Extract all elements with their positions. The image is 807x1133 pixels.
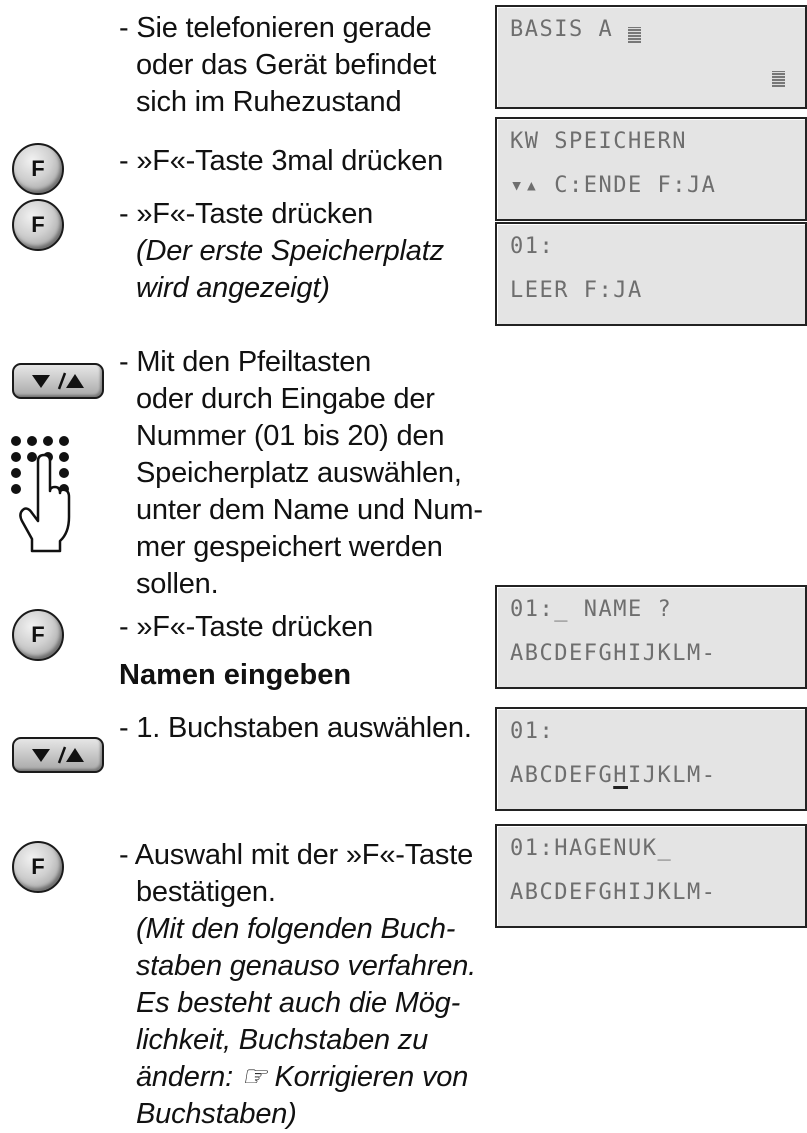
display-5-line-2 [510,763,716,788]
step-1-line-1: - Sie telefonieren gerade [119,12,432,44]
display-6 [495,824,807,928]
f-key-icon [12,609,64,661]
step-3-text [119,196,444,307]
step-4-line-5: unter dem Name und Num- [136,494,483,526]
arrow-down-up-key-icon [12,737,104,773]
display-6-line-2: ABCDEFGHIJKLM- [510,880,717,905]
display-2 [495,117,807,221]
step-7-line-1: - Auswahl mit der »F«-Taste [119,839,474,871]
display-1-line-1-text: BASIS A [510,17,614,42]
f-key-label: F [31,854,45,879]
f-key-icon [12,143,64,195]
step-7-italic-2: staben genauso verfahren. [136,950,477,982]
step-7-line-2: bestätigen. [136,876,276,908]
step-4-line-6: mer gespeichert werden [136,531,443,563]
f-key-label: F [31,212,45,237]
step-4-line-7: sollen. [136,568,219,600]
step-1-line-2: oder das Gerät befindet [136,49,437,81]
step-4-line-1: - Mit den Pfeiltasten [119,346,372,378]
display-2-line-2: ▾▴ C:ENDE F:JA [510,173,717,198]
step-7-italic-3: Es besteht auch die Mög- [136,987,461,1019]
step-3-line-1: - »F«-Taste drücken [119,198,374,230]
arrow-down-up-key-icon [12,363,104,399]
display-5-line-1: 01: [510,719,555,744]
step-2-text: - »F«-Taste 3mal drücken [119,145,443,177]
step-7-italic-5: ändern: ☞ Korrigieren von [136,1061,469,1093]
step-3-italic-2: wird angezeigt) [136,272,330,304]
display-3-line-2: LEER F:JA [510,278,643,303]
step-7-italic-6: Buchstaben) [136,1098,297,1130]
display-1-line-1 [510,17,613,42]
display-6-line-1: 01:HAGENUK_ [510,836,673,861]
keypad-hand-icon [8,433,72,558]
step-3-italic-1: (Der erste Speicherplatz [136,235,444,267]
display-3 [495,222,807,326]
arrow-glyphs [28,744,88,766]
display-1 [495,5,807,109]
display-5-line-2-before: ABCDEFG [510,763,614,788]
display-3-line-1: 01: [510,234,555,259]
display-4-line-1: 01:_ NAME ? [510,597,673,622]
step-6-text: - 1. Buchstaben auswählen. [119,712,472,744]
arrow-glyphs [28,370,88,392]
cursor-block-icon [772,71,785,87]
f-key-label: F [31,622,45,647]
f-key-icon [12,199,64,251]
f-key-icon [12,841,64,893]
step-7-italic-1: (Mit den folgenden Buch- [136,913,456,945]
display-2-line-1: KW SPEICHERN [510,129,687,154]
step-5-text: - »F«-Taste drücken [119,611,374,643]
section-heading: Namen eingeben [119,659,352,691]
step-4-line-3: Nummer (01 bis 20) den [136,420,445,452]
step-7-italic-4: lichkeit, Buchstaben zu [136,1024,429,1056]
step-4-line-4: Speicherplatz auswählen, [136,457,462,489]
cursor-block-icon [628,27,641,43]
display-5 [495,707,807,811]
display-4 [495,585,807,689]
display-4-line-2: ABCDEFGHIJKLM- [510,641,717,666]
step-4-text [119,344,483,603]
display-5-line-2-after: IJKLM- [627,763,717,788]
step-1-line-3: sich im Ruhezustand [136,86,402,118]
step-1-text [119,10,436,121]
step-7-text [119,837,476,1133]
step-4-line-2: oder durch Eingabe der [136,383,435,415]
display-5-selected-letter: H [613,763,628,788]
f-key-label: F [31,156,45,181]
